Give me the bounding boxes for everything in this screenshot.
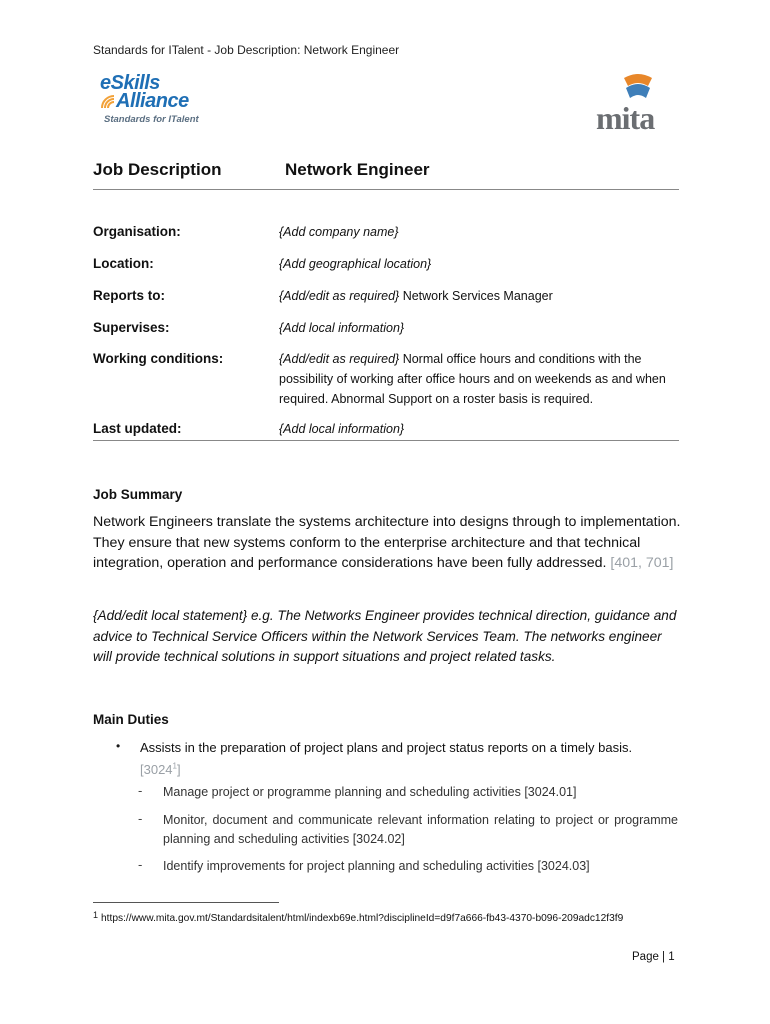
eskills-logo-line2: Alliance <box>116 90 189 112</box>
reports-to-label: Reports to: <box>93 288 165 303</box>
job-summary-heading: Job Summary <box>93 487 183 502</box>
working-conditions-value <box>279 349 679 409</box>
job-summary-body: Network Engineers translate the systems architecture into designs through to implementation. They ensure that new systems conform to the enterprise architecture and that technical integration, operation and performance considerations have been fully addressed. <box>93 514 681 571</box>
supervises-value <box>279 318 679 338</box>
working-conditions-placeholder: {Add/edit as required} <box>279 352 400 366</box>
dash-icon: - <box>138 811 143 826</box>
mita-logo-wordmark: mita <box>596 100 655 136</box>
footnote-link[interactable]: https://www.mita.gov.mt/Standardsitalent/html/indexb69e.html?disciplineId=d9f7a666-fb43-4370-b096-209adc12f3f9 <box>101 913 624 924</box>
page-number: Page | 1 <box>632 951 675 963</box>
subduty-item: Manage project or programme planning and scheduling activities [3024.01] <box>163 785 577 799</box>
dash-icon: - <box>138 783 143 798</box>
organisation-label: Organisation: <box>93 224 181 239</box>
location-value <box>279 254 679 274</box>
location-placeholder: {Add geographical location} <box>279 257 432 271</box>
reports-to-placeholder: {Add/edit as required} <box>279 289 400 303</box>
running-header: Standards for ITalent - Job Description: Network Engineer <box>93 43 400 57</box>
last-updated-value <box>279 419 679 439</box>
eskills-alliance-logo <box>100 70 212 128</box>
organisation-value <box>279 222 679 242</box>
location-label: Location: <box>93 256 154 271</box>
footnote-mark: 1 <box>93 910 99 920</box>
last-updated-label: Last updated: <box>93 421 182 436</box>
subduty-item: Identify improvements for project planning and scheduling activities [3024.03] <box>163 859 590 873</box>
dash-icon: - <box>138 857 143 872</box>
main-duties-heading: Main Duties <box>93 712 169 727</box>
reports-to-text: Network Services Manager <box>399 289 553 303</box>
subduty-item: Monitor, document and communicate relevant information relating to project or programme planning and scheduling activities [3024.02] <box>163 813 678 846</box>
job-role-title: Network Engineer <box>285 160 430 179</box>
footnote-divider <box>93 902 279 903</box>
local-statement-prefix: {Add/edit local statement} e.g. <box>93 608 274 623</box>
last-updated-placeholder: {Add local information} <box>279 422 405 436</box>
bullet-icon: • <box>116 739 121 753</box>
working-conditions-label: Working conditions: <box>93 351 224 366</box>
eskills-logo-tagline: Standards for ITalent <box>104 114 199 125</box>
duty-ref <box>140 762 181 777</box>
duty-ref-close: ] <box>177 762 181 778</box>
duty-ref-code: [3024 <box>140 762 173 778</box>
job-summary-refs: [401, 701] <box>610 555 674 571</box>
duty-text: Assists in the preparation of project plans and project status reports on a timely basis. <box>140 740 633 755</box>
supervises-label: Supervises: <box>93 320 170 335</box>
title-divider <box>93 189 679 190</box>
footnote-ref-mark: 1 <box>172 762 177 771</box>
details-divider <box>93 440 679 441</box>
working-conditions-text: Normal office hours and conditions with the possibility of working after office hours and on weekends as and when required. Abnormal Support on a roster basis is required. <box>279 352 666 406</box>
mita-logo <box>592 72 682 136</box>
supervises-placeholder: {Add local information} <box>279 321 405 335</box>
reports-to-value <box>279 286 679 306</box>
duty-item <box>140 738 680 779</box>
organisation-placeholder: {Add company name} <box>279 225 399 239</box>
page-title: Job Description <box>93 160 222 179</box>
job-summary-local-statement <box>93 606 683 668</box>
local-statement-text: The Networks Engineer provides technical direction, guidance and advice to Technical Service Officers within the Network Services Team. The networks engineer will provide technical solutions in support situations and project related tasks. <box>93 608 677 664</box>
eskills-logo-line1: eSkills <box>100 72 160 94</box>
job-summary-text <box>93 512 683 574</box>
